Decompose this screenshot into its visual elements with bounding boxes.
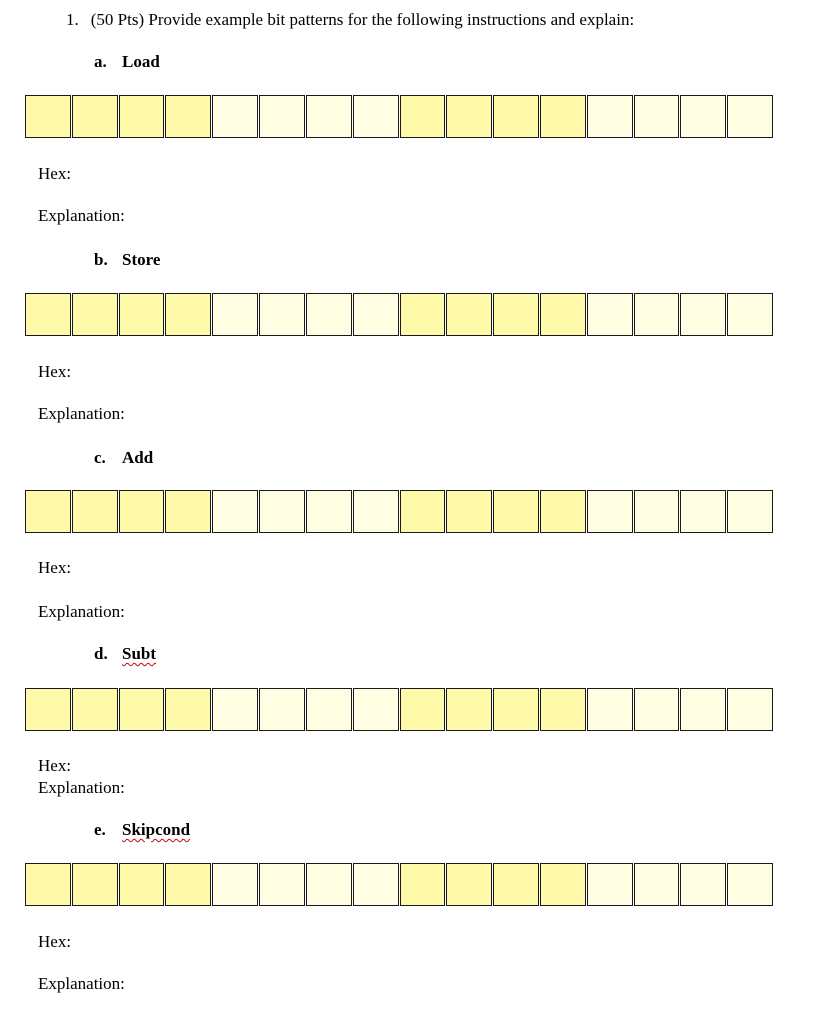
bit-cell (727, 293, 773, 336)
bit-cell (493, 688, 539, 731)
bit-cell (400, 863, 446, 906)
explanation-label-store: Explanation: (38, 404, 125, 423)
bit-row-store (25, 293, 773, 336)
bit-cell (353, 863, 399, 906)
explanation-label-load: Explanation: (38, 206, 125, 225)
hex-label-skipcond: Hex: (38, 932, 72, 951)
bit-cell (306, 688, 352, 731)
bit-cell (540, 490, 586, 533)
bit-cell (259, 688, 305, 731)
bit-cell (727, 95, 773, 138)
instruction-letter: a. (94, 52, 107, 71)
bit-row-add (25, 490, 773, 533)
bit-cell (212, 293, 258, 336)
bit-cell (680, 95, 726, 138)
bit-cell (119, 863, 165, 906)
question-heading (66, 10, 634, 30)
bit-cell (493, 293, 539, 336)
bit-cell (306, 293, 352, 336)
bit-cell (259, 863, 305, 906)
bit-row-subt (25, 688, 773, 731)
bit-cell (306, 95, 352, 138)
hex-label-subt: Hex: (38, 756, 72, 775)
bit-cell (72, 95, 118, 138)
bit-cell (72, 688, 118, 731)
bit-cell (587, 688, 633, 731)
bit-cell (727, 863, 773, 906)
bit-cell (25, 688, 71, 731)
instruction-name: Load (122, 52, 160, 71)
bit-cell (165, 95, 211, 138)
bit-cell (165, 490, 211, 533)
bit-cell (25, 863, 71, 906)
bit-cell (72, 293, 118, 336)
bit-cell (446, 490, 492, 533)
bit-cell (212, 863, 258, 906)
bit-cell (259, 95, 305, 138)
bit-cell (680, 688, 726, 731)
instruction-heading-skipcond (94, 820, 190, 840)
bit-cell (25, 490, 71, 533)
instruction-name: Add (122, 448, 154, 467)
bit-cell (634, 863, 680, 906)
bit-cell (680, 490, 726, 533)
bit-cell (540, 688, 586, 731)
bit-cell (119, 490, 165, 533)
bit-cell (119, 95, 165, 138)
bit-cell (400, 95, 446, 138)
instruction-heading-add (94, 448, 153, 468)
bit-cell (540, 95, 586, 138)
bit-row-load (25, 95, 773, 138)
bit-cell (587, 95, 633, 138)
question-number: 1. (66, 10, 79, 29)
bit-cell (634, 95, 680, 138)
bit-cell (540, 293, 586, 336)
bit-cell (587, 863, 633, 906)
bit-cell (587, 293, 633, 336)
bit-cell (212, 490, 258, 533)
hex-label-add: Hex: (38, 558, 72, 577)
bit-cell (493, 95, 539, 138)
instruction-letter: c. (94, 448, 106, 467)
instruction-name: Subt (122, 644, 157, 663)
bit-cell (353, 490, 399, 533)
bit-cell (400, 688, 446, 731)
bit-cell (727, 688, 773, 731)
bit-cell (634, 293, 680, 336)
explanation-label-add: Explanation: (38, 602, 125, 621)
bit-cell (493, 490, 539, 533)
instruction-heading-store (94, 250, 160, 270)
instruction-letter: e. (94, 820, 106, 839)
bit-cell (446, 863, 492, 906)
bit-cell (727, 490, 773, 533)
bit-row-skipcond (25, 863, 773, 906)
bit-cell (259, 293, 305, 336)
bit-cell (540, 863, 586, 906)
bit-cell (25, 293, 71, 336)
bit-cell (400, 293, 446, 336)
instruction-letter: d. (94, 644, 108, 663)
bit-cell (493, 863, 539, 906)
instruction-letter: b. (94, 250, 108, 269)
bit-cell (119, 293, 165, 336)
explanation-label-subt: Explanation: (38, 778, 125, 797)
bit-cell (353, 95, 399, 138)
bit-cell (400, 490, 446, 533)
instruction-heading-load (94, 52, 160, 72)
bit-cell (353, 688, 399, 731)
bit-cell (25, 95, 71, 138)
instruction-heading-subt (94, 644, 156, 664)
instruction-name: Store (122, 250, 161, 269)
bit-cell (212, 95, 258, 138)
bit-cell (212, 688, 258, 731)
bit-cell (306, 863, 352, 906)
bit-cell (446, 95, 492, 138)
bit-cell (446, 688, 492, 731)
bit-cell (634, 490, 680, 533)
hex-label-load: Hex: (38, 164, 72, 183)
bit-cell (353, 293, 399, 336)
bit-cell (680, 293, 726, 336)
bit-cell (119, 688, 165, 731)
bit-cell (165, 293, 211, 336)
bit-cell (680, 863, 726, 906)
question-text: (50 Pts) Provide example bit patterns for the following instructions and explain: (90, 10, 635, 29)
bit-cell (446, 293, 492, 336)
bit-cell (587, 490, 633, 533)
bit-cell (259, 490, 305, 533)
bit-cell (165, 688, 211, 731)
bit-cell (165, 863, 211, 906)
hex-label-store: Hex: (38, 362, 72, 381)
bit-cell (72, 490, 118, 533)
bit-cell (306, 490, 352, 533)
bit-cell (72, 863, 118, 906)
bit-cell (634, 688, 680, 731)
explanation-label-skipcond: Explanation: (38, 974, 125, 993)
instruction-name: Skipcond (122, 820, 191, 839)
